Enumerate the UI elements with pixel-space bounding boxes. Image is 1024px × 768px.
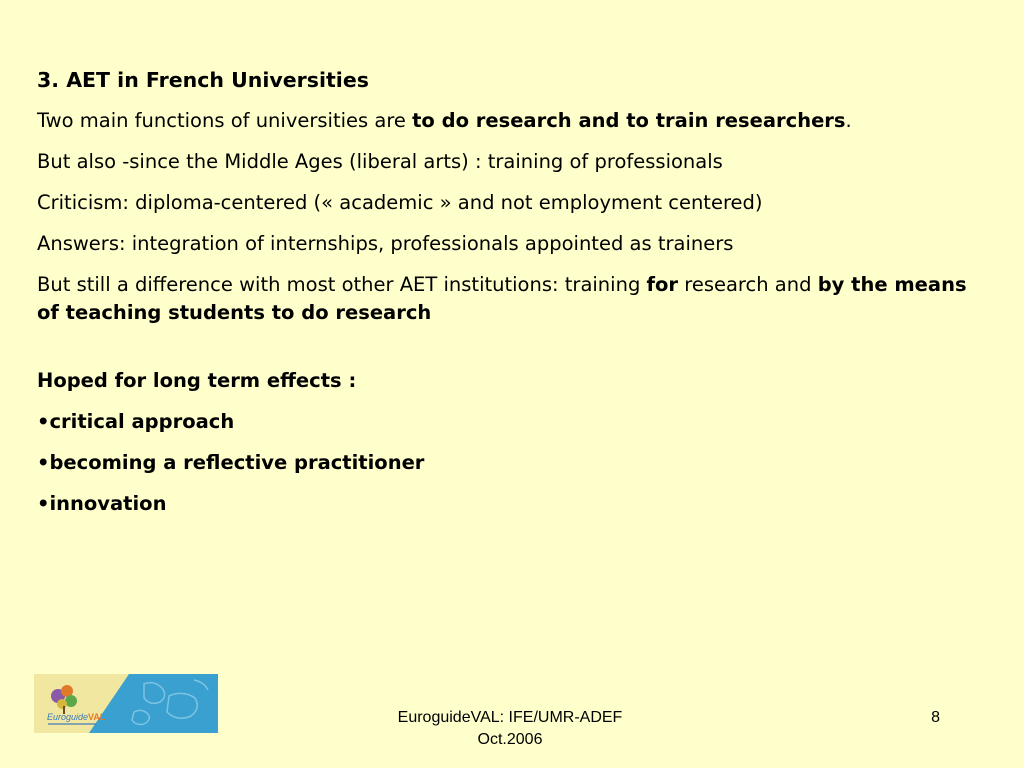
paragraph-difference-bold-for: for [646, 273, 679, 296]
paragraph-middle-ages: But also -since the Middle Ages (liberal arts) : training of professionals [37, 150, 723, 173]
slide-body [37, 66, 987, 531]
footer-line1: EuroguideVAL: IFE/UMR-ADEF [397, 709, 623, 726]
euroguideval-logo-graphic [34, 674, 218, 733]
logo-name-part1: Euroguide [47, 712, 89, 722]
paragraph-functions-bold: to do research and to train researchers [412, 109, 846, 132]
bullet-innovation [37, 490, 987, 518]
footer-line2: Oct.2006 [477, 731, 543, 748]
hoped-heading [37, 367, 987, 395]
bullet-critical [37, 408, 987, 436]
paragraph-answers: Answers: integration of internships, professionals appointed as trainers [37, 232, 734, 255]
paragraph-functions-prefix: Two main functions of universities are [37, 109, 413, 132]
paragraph-difference-prefix: But still a difference with most other AET institutions: training [37, 273, 647, 296]
bullet-innovation-text: •innovation [37, 492, 167, 515]
footer-page-number: 8 [931, 709, 940, 726]
paragraph-criticism: Criticism: diploma-centered (« academic » and not employment centered) [37, 191, 763, 214]
logo-name-part2: VAL [88, 712, 106, 722]
paragraph-difference-middle: research and [678, 273, 818, 296]
hoped-heading-text: Hoped for long term effects : [37, 369, 357, 392]
paragraph-functions [37, 107, 987, 135]
paragraph-difference-bold-means: by the means of teaching students to do research [37, 273, 967, 324]
bullet-reflective [37, 449, 987, 477]
paragraph-functions-suffix: . [845, 109, 852, 132]
bullet-critical-text: •critical approach [37, 410, 235, 433]
bullet-reflective-text: •becoming a reflective practitioner [37, 451, 425, 474]
euroguideval-logo [34, 674, 218, 733]
spacer [37, 340, 987, 367]
footer-center [340, 707, 680, 751]
slide-title: 3. AET in French Universities [37, 68, 369, 92]
paragraph-difference [37, 271, 987, 327]
